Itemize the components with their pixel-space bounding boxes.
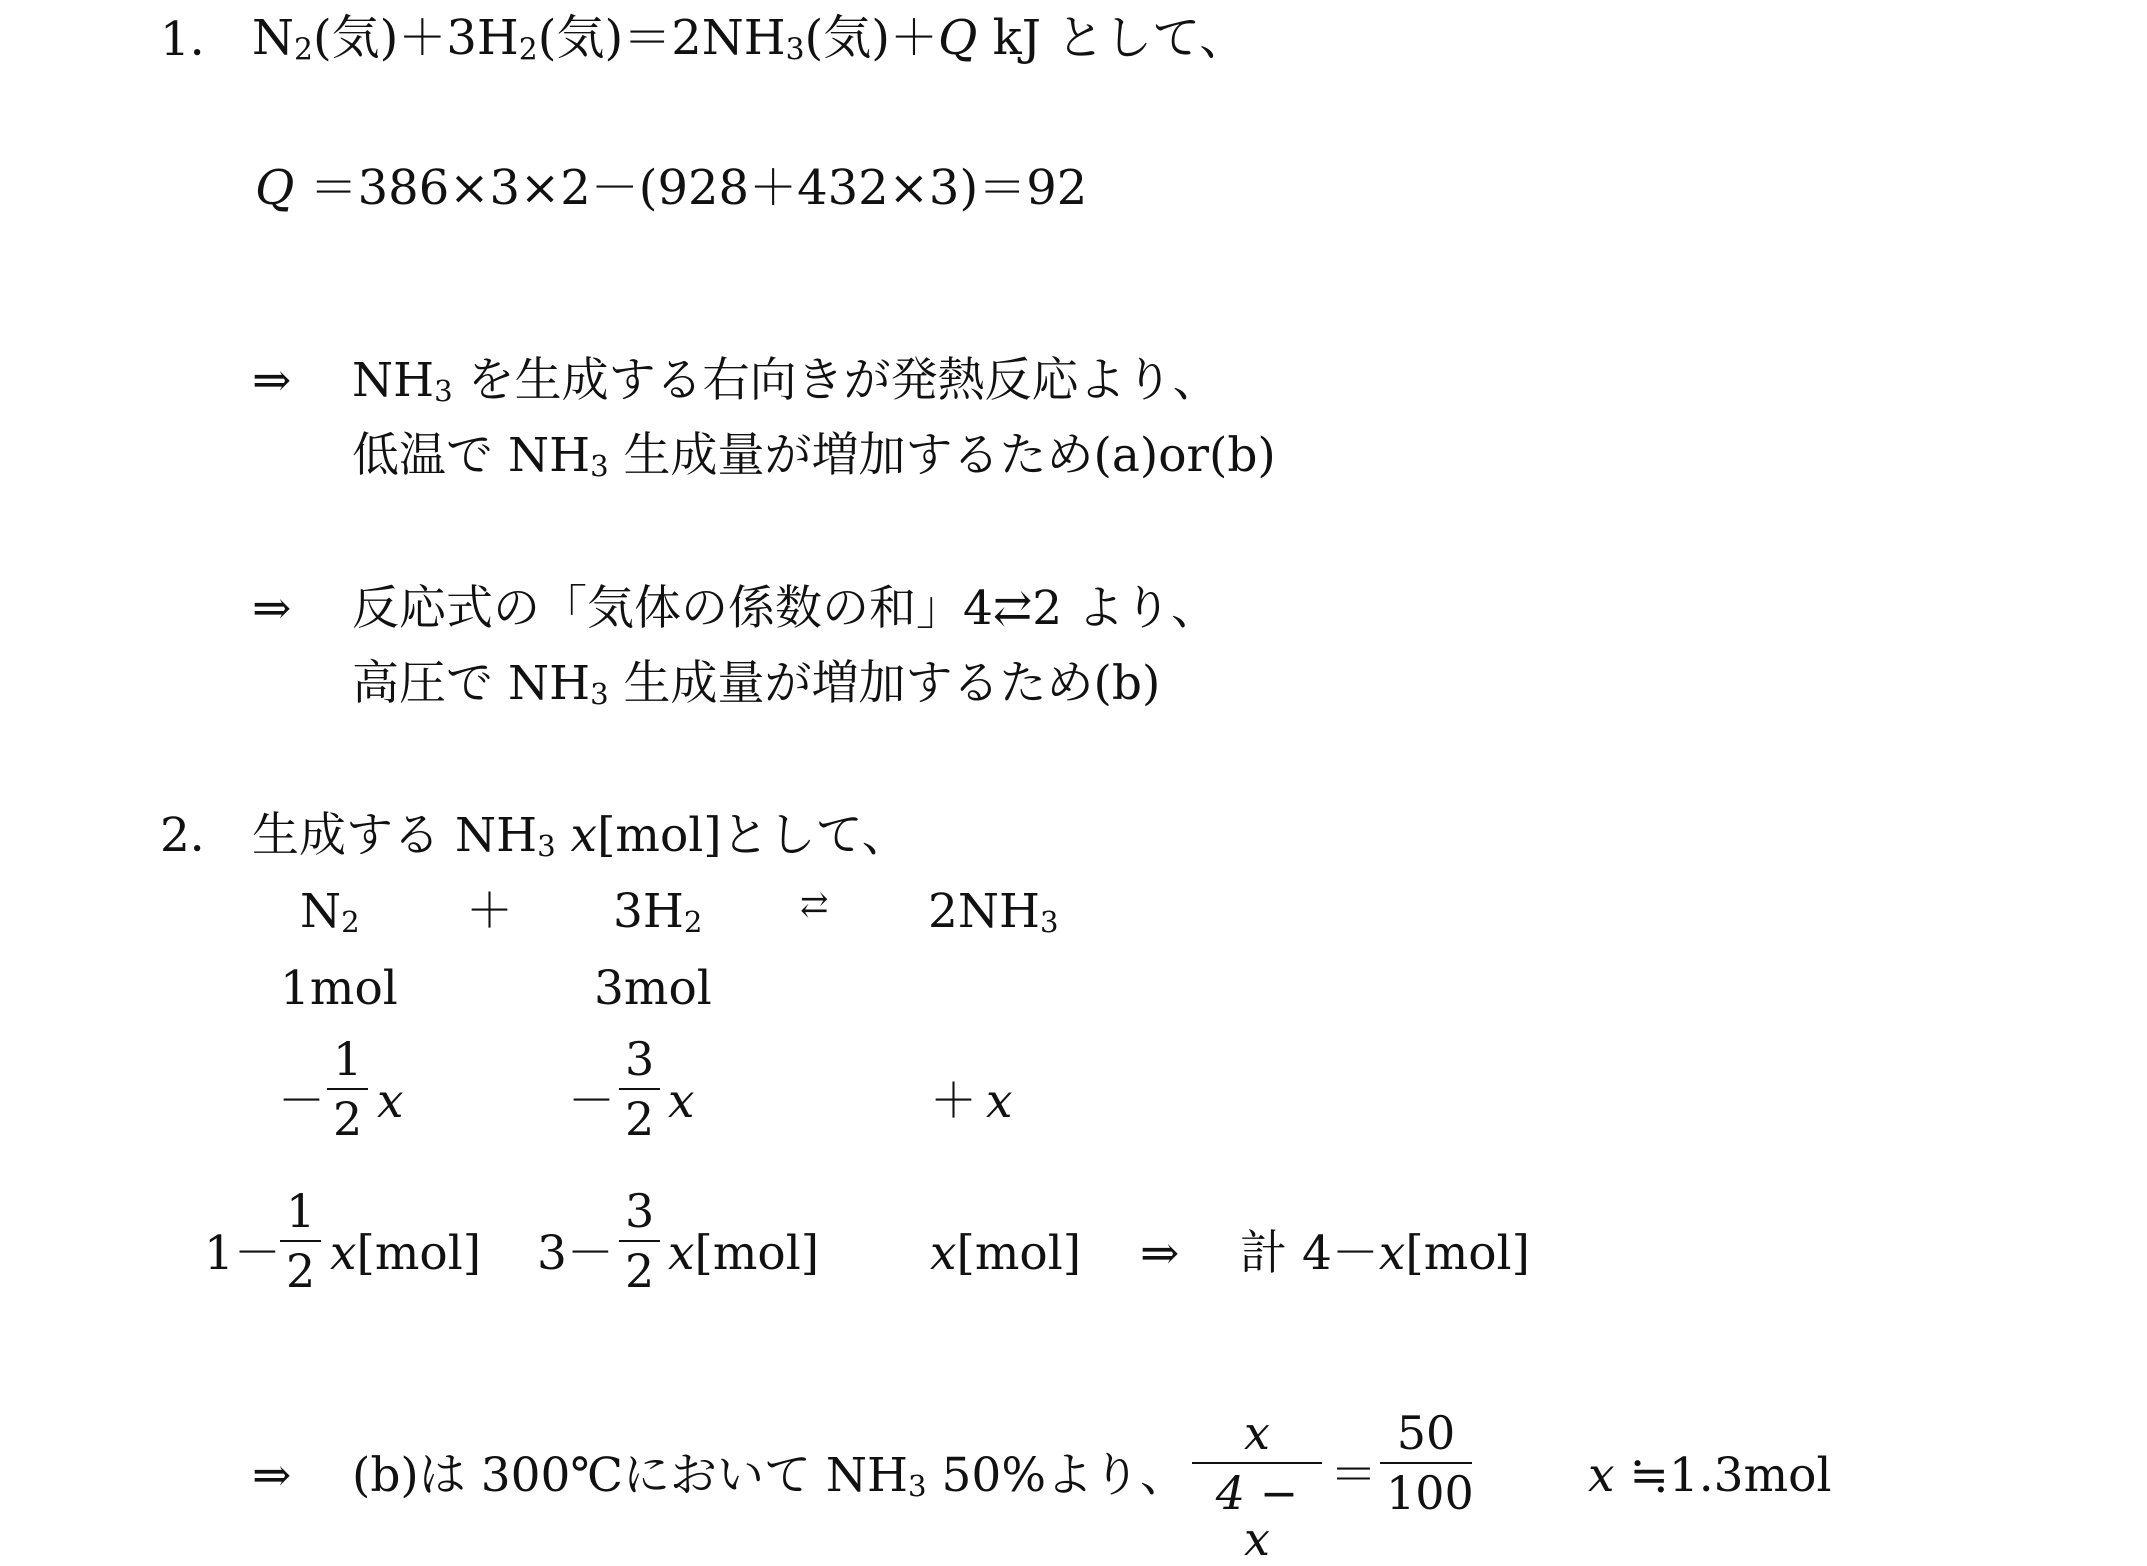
q2-intro: 生成する $NH_3$ x[mol]として、 <box>252 808 909 864</box>
implies-arrow: ⇒ <box>252 581 292 636</box>
species-h2: $3H_2$ <box>613 884 703 940</box>
q2-number: 2． <box>160 808 237 863</box>
conclusion-text: (b)は 300℃において $NH_3$ 50%より、 <box>352 1448 1187 1504</box>
change-nh3-sign: ＋ <box>930 1074 977 1129</box>
species-nh3: $2NH_3$ <box>928 884 1059 940</box>
final-h2-fraction: 3 2 <box>619 1188 660 1294</box>
q1-reason2-line1: 反応式の「気体の係数の和」4⇄2 より、 <box>352 581 1219 636</box>
lhs-fraction: x 4 − x <box>1192 1410 1322 1562</box>
q1-reason1-line1: $NH_3$ を生成する右向きが発熱反応より、 <box>352 353 1220 409</box>
implies-arrow: ⇒ <box>252 353 292 408</box>
final-h2-amount: x[mol] <box>668 1226 820 1281</box>
total-moles: 計 4－x[mol] <box>1240 1226 1530 1281</box>
change-h2-fraction: 3 2 <box>619 1036 660 1142</box>
q1-equation: $N_2$(気)$+3H_2$(気)$=2NH_3$(気)＋Q kJ として、 <box>252 10 1248 68</box>
final-n2-amount: x[mol] <box>330 1226 482 1281</box>
change-h2-sign: － <box>568 1074 615 1129</box>
change-h2-var: x <box>668 1074 695 1129</box>
equals-sign: ＝ <box>1330 1448 1377 1503</box>
q1-calculation: Q ＝386×3×2－(928＋432×3)＝92 <box>255 160 1088 216</box>
q1-reason1-line2: 低温で $NH_3$ 生成量が増加するため(a)or(b) <box>352 428 1276 484</box>
equilibrium-arrow: ⇄ <box>800 885 829 925</box>
q1-reason2-line2: 高圧で $NH_3$ 生成量が増加するため(b) <box>352 656 1161 712</box>
change-nh3-var: x <box>986 1074 1013 1129</box>
result-value: x ≒1.3mol <box>1588 1448 1832 1503</box>
q1-number: 1． <box>160 12 237 67</box>
final-h2-prefix: 3－ <box>537 1226 614 1281</box>
change-n2-fraction: 1 2 <box>327 1036 368 1142</box>
final-n2-prefix: 1－ <box>204 1226 281 1281</box>
change-n2-var: x <box>377 1074 404 1129</box>
implies-arrow: ⇒ <box>252 1448 292 1503</box>
rhs-fraction: 50 100 <box>1380 1410 1472 1516</box>
implies-arrow: ⇒ <box>1140 1226 1180 1281</box>
final-n2-fraction: 1 2 <box>280 1188 321 1294</box>
final-nh3-amount: x[mol] <box>930 1226 1082 1281</box>
species-plus: ＋ <box>466 884 513 939</box>
change-n2-sign: － <box>278 1074 325 1129</box>
initial-h2: 3mol <box>594 961 712 1016</box>
species-n2: $N_2$ <box>300 884 360 940</box>
initial-n2: 1mol <box>280 961 398 1016</box>
